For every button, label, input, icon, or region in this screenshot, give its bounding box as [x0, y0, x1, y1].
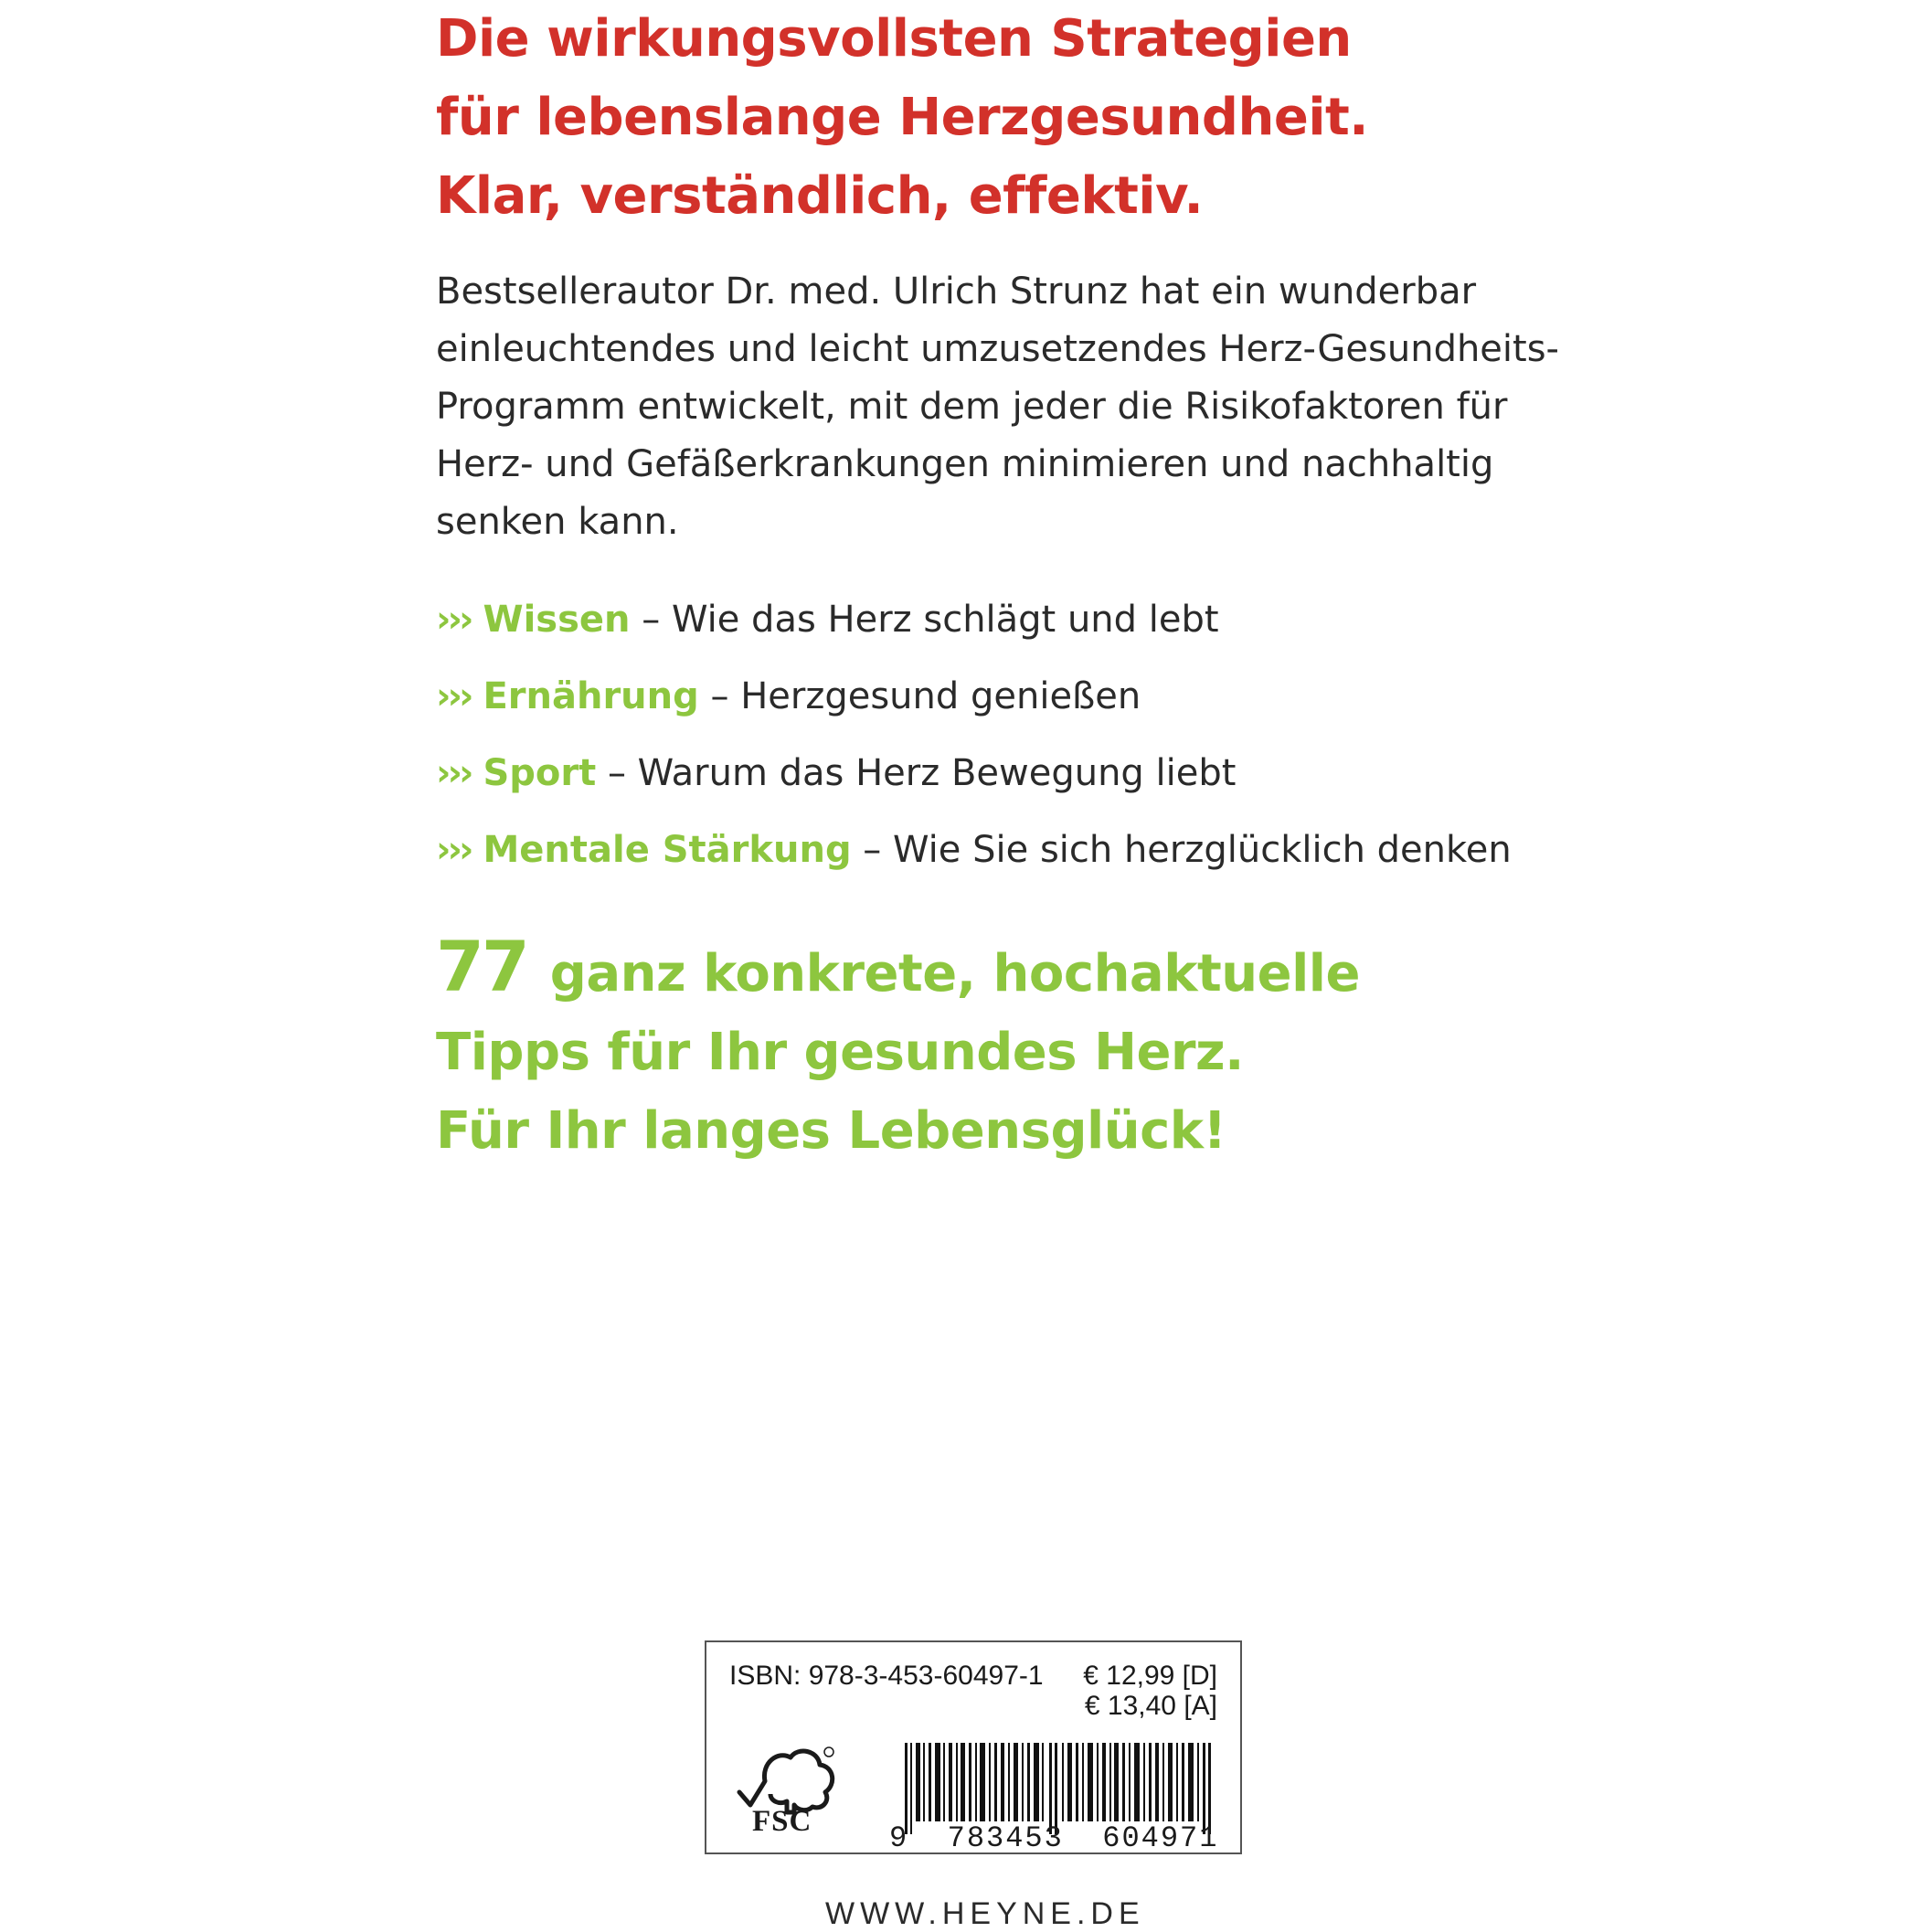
- headline-line-3: Klar, verständlich, effektiv.: [436, 166, 1204, 226]
- publisher-website[interactable]: WWW.HEYNE.DE: [825, 1896, 1145, 1931]
- feature-title: Wissen: [483, 599, 631, 641]
- feature-item-wissen: [436, 594, 1512, 671]
- feature-list: [436, 594, 1512, 901]
- barcode-icon: [903, 1743, 1214, 1834]
- isbn-number: ISBN: 978-3-453-60497-1: [729, 1661, 1044, 1691]
- feature-item-sport: [436, 748, 1512, 824]
- barcode-digits: 9 783453 604971: [889, 1821, 1219, 1855]
- headline: [436, 0, 1368, 236]
- price-austria: € 13,40 [A]: [1084, 1691, 1217, 1721]
- feature-text: – Warum das Herz Bewegung liebt: [596, 752, 1237, 794]
- closing-line-3: Für Ihr langes Lebensglück!: [436, 1101, 1226, 1161]
- chevron-right-icon: ›››: [436, 829, 471, 871]
- closing-line-1: [436, 928, 1360, 1014]
- headline-line-2: für lebenslange Herzgesundheit.: [436, 88, 1369, 147]
- feature-text: – Wie Sie sich herzglücklich denken: [851, 829, 1512, 871]
- intro-line-1: Bestsellerautor Dr. med. Ulrich Strunz hat ein wunderbar: [436, 271, 1477, 313]
- intro-paragraph: [436, 263, 1559, 551]
- feature-title: Ernährung: [483, 675, 699, 717]
- intro-line-2: einleuchtendes und leicht umzusetzendes Herz-Gesundheits-: [436, 328, 1559, 370]
- price-germany: € 12,99 [D]: [1083, 1661, 1217, 1691]
- intro-line-4: Herz- und Gefäßerkrankungen minimieren und nachhaltig: [436, 443, 1494, 485]
- feature-title: Sport: [483, 752, 597, 794]
- chevron-right-icon: ›››: [436, 752, 471, 794]
- feature-item-ernaehrung: [436, 671, 1512, 748]
- headline-line-1: Die wirkungsvollsten Strategien: [436, 9, 1352, 69]
- closing-line-1-rest: ganz konkrete, hochaktuelle: [532, 944, 1360, 1003]
- feature-item-mentale-staerkung: [436, 824, 1512, 901]
- intro-line-5: senken kann.: [436, 501, 679, 543]
- feature-title: Mentale Stärkung: [483, 829, 852, 871]
- feature-text: – Herzgesund genießen: [698, 675, 1141, 717]
- chevron-right-icon: ›››: [436, 599, 471, 641]
- chevron-right-icon: ›››: [436, 675, 471, 717]
- price-list: [1083, 1661, 1217, 1721]
- isbn-barcode-box: [705, 1640, 1242, 1854]
- closing-line-2: Tipps für Ihr gesundes Herz.: [436, 1023, 1244, 1082]
- feature-text: – Wie das Herz schlägt und lebt: [630, 599, 1219, 641]
- fsc-label: FSC: [752, 1805, 812, 1838]
- closing-statement: [436, 928, 1360, 1171]
- intro-line-3: Programm entwickelt, mit dem jeder die Risikofaktoren für: [436, 386, 1508, 428]
- tips-count: 77: [436, 926, 527, 1007]
